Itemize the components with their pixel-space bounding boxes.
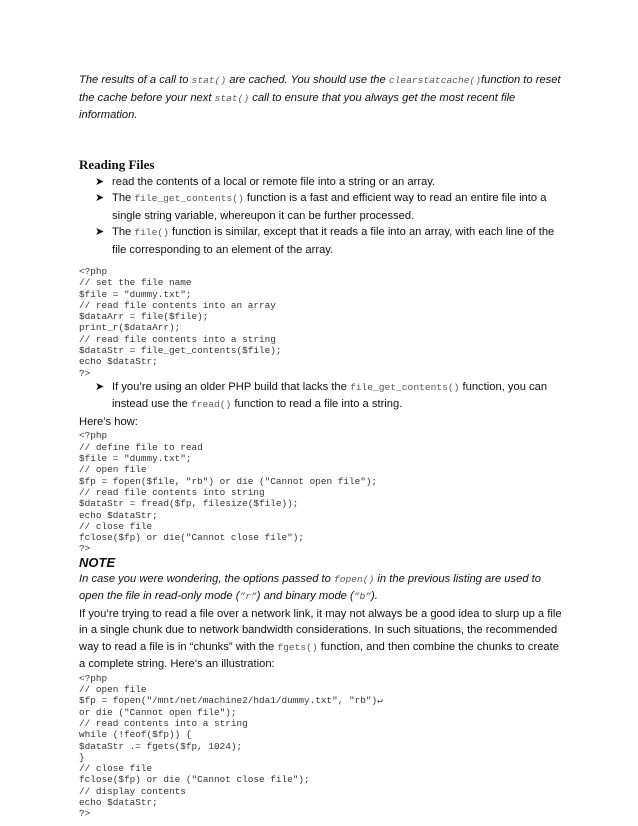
text-span: ). <box>371 590 378 603</box>
cache-note-paragraph <box>79 72 565 124</box>
text-span: The <box>112 192 135 204</box>
inline-code: fgets() <box>277 641 318 653</box>
inline-code: ”b” <box>353 591 372 603</box>
text-span: in the previous listing are used to open the file in read-only mode ( <box>79 572 541 603</box>
text-span: ) and binary mode ( <box>256 590 354 603</box>
inline-code: clearstatcache() <box>388 75 481 86</box>
code-block-fread: <?php // define file to read $file = "dummy.txt"; // open file $fp = fopen($file, "rb") or die ("Cannot open file"); // read file contents into string $dataStr = fread($fp, filesize($file)); echo $dataStr; // close file fclose($fp) or die("Cannot close file"); ?> <box>79 430 378 555</box>
code-block-fgets: <?php // open file $fp = fopen("/mnt/net/machine2/hda1/dummy.txt", "rb")↵ or die ("Cannot open file"); // read contents into a string while (!feof($fp)) { $dataStr .= fgets($fp, 1024); } // close file fclose($fp) or die ("Cannot close file"); // display contents echo $dataStr; ?> <box>79 672 383 820</box>
network-paragraph <box>79 606 565 673</box>
inline-code: file() <box>134 227 169 238</box>
text-span: The results of a call to <box>79 74 192 86</box>
arrow-bullet-icon: ➤ <box>95 380 105 393</box>
text-span: function is similar, except that it reads a file into an array, with each line of the file corresponding to an element of the array. <box>112 226 555 256</box>
text-span: call to ensure that you always get the most recent file information. <box>79 91 516 121</box>
code-block-file-read: <?php // set the file name $file = "dummy.txt"; // read file contents into an array $dataArr = file($file); print_r($dataArr); // read file contents into a string $dataStr = file_get_contents($file); echo $dataStr; ?> <box>79 266 282 379</box>
text-span: In case you were wondering, the options passed to <box>79 572 334 585</box>
inline-code: ”r” <box>239 591 257 603</box>
arrow-bullet-icon: ➤ <box>95 226 105 238</box>
section-heading: Reading Files <box>79 156 155 172</box>
inline-code: stat() <box>214 92 250 104</box>
text-span: function to reset the cache before your next <box>79 74 561 104</box>
list-item <box>95 174 565 191</box>
inline-code: stat() <box>191 75 227 86</box>
text-span: function is a fast and efficient way to read an entire file into a single string variable, whereupon it can be further processed. <box>112 192 547 222</box>
note-paragraph <box>79 571 565 606</box>
text-span: function to read a file into a string. <box>231 398 403 411</box>
bullet-list <box>79 174 565 259</box>
text-span: read the contents of a local or remote file into a string or an array. <box>112 175 436 188</box>
bullet-list <box>79 379 565 414</box>
inline-code: fread() <box>191 399 232 411</box>
inline-code: fopen() <box>334 573 375 585</box>
inline-code: file_get_contents() <box>349 381 460 393</box>
text-span: function, you can instead use the <box>112 380 548 411</box>
arrow-bullet-icon: ➤ <box>95 192 105 204</box>
text-span: function, and then combine the chunks to create a complete string. Here’s an illustration: <box>79 640 559 671</box>
list-item <box>95 379 565 414</box>
document-page <box>79 72 565 820</box>
list-item <box>95 190 565 224</box>
text-span: If you’re using an older PHP build that lacks the <box>112 380 350 393</box>
text-span: are cached. You should use the <box>226 74 389 86</box>
inline-code: file_get_contents() <box>134 193 244 204</box>
text-span: If you’re trying to read a file over a network link, it may not always be a good idea to slurp up a file in a single chunk due to network bandwidth considerations. In such situations, the recommended way to read a file is in “chunks” with the <box>79 607 562 653</box>
heres-how-label: Here’s how: <box>79 415 138 428</box>
arrow-bullet-icon: ➤ <box>95 175 105 188</box>
text-span: The <box>112 226 135 238</box>
list-item <box>95 224 565 258</box>
note-title: NOTE <box>79 554 116 570</box>
